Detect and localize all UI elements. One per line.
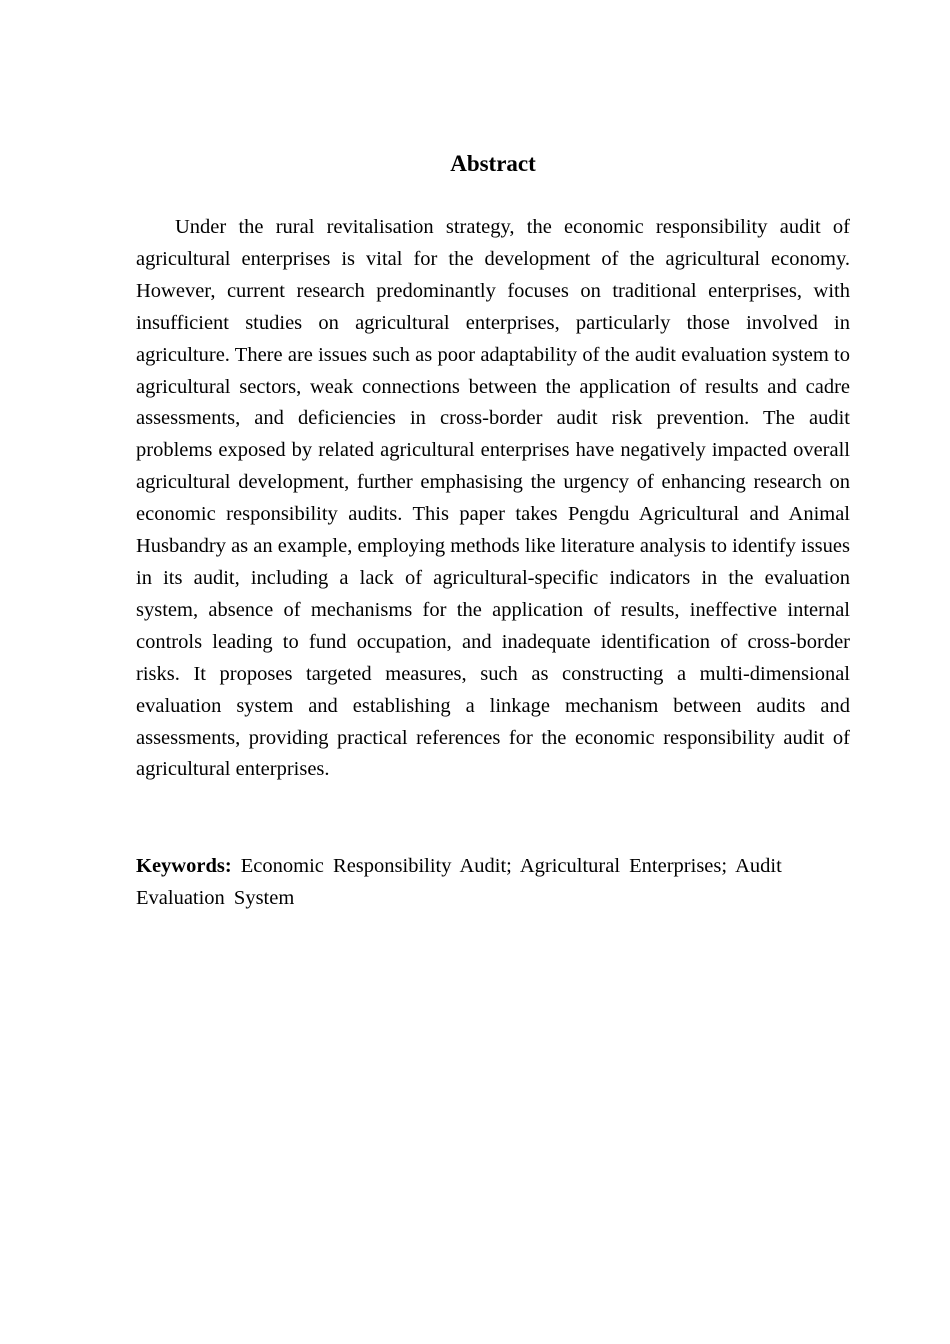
keywords-label: Keywords: (136, 855, 232, 877)
abstract-body: Under the rural revitalisation strategy, the economic responsibility audit of agricultural enterprises is vital for the development of the agricultural economy. However, current research predominantly focuses on traditional enterprises, with insufficient studies on agricultural enterprises, particularly those involved in agriculture. There are issues such as poor adaptability of the audit evaluation system to agricultural sectors, weak connections between the application of results and cadre assessments, and deficiencies in cross-border audit risk prevention. The audit problems exposed by related agricultural enterprises have negatively impacted overall agricultural development, further emphasising the urgency of enhancing research on economic responsibility audits. This paper takes Pengdu Agricultural and Animal Husbandry as an example, employing methods like literature analysis to identify issues in its audit, including a lack of agricultural-specific indicators in the evaluation system, absence of mechanisms for the application of results, ineffective internal controls leading to fund occupation, and inadequate identification of cross-border risks. It proposes targeted measures, such as constructing a multi-dimensional evaluation system and establishing a linkage mechanism between audits and assessments, providing practical references for the economic responsibility audit of agricultural enterprises. (136, 216, 850, 781)
abstract-title: Abstract (450, 151, 536, 176)
keywords-values: Economic Responsibility Audit; Agricultural Enterprises; Audit Evaluation System (136, 855, 782, 909)
keywords-line (136, 850, 850, 914)
